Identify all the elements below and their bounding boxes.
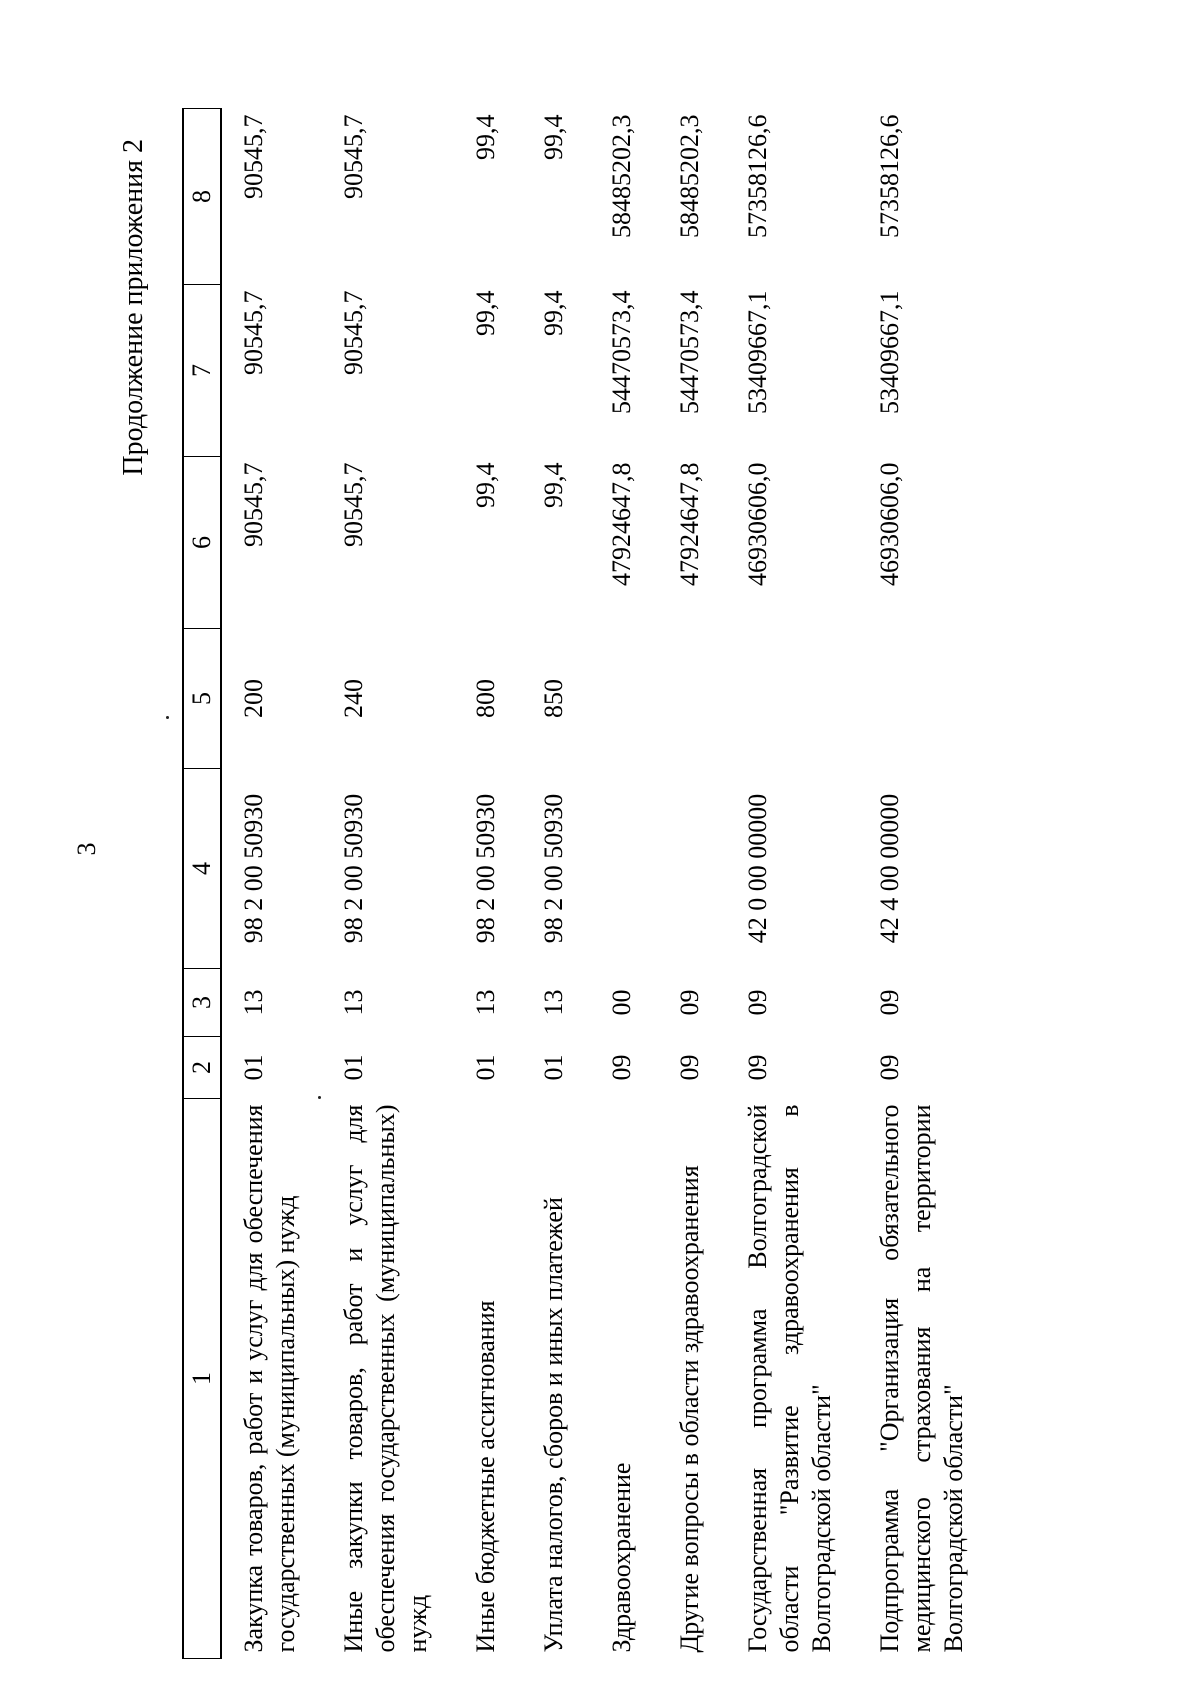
cell-section: 01: [539, 1054, 568, 1081]
cell-target-article: 98 2 00 50930: [339, 793, 368, 944]
cell-value-7: 90545,7: [339, 290, 368, 375]
row-name: Здравоохранение: [607, 1462, 636, 1653]
cell-target-article: 98 2 00 50930: [471, 793, 500, 944]
page-number: 3: [72, 842, 101, 856]
cell-value-6: 90545,7: [339, 462, 368, 547]
cell-value-7: 53409667,1: [743, 290, 772, 414]
cell-subsection: 09: [875, 989, 904, 1016]
cell-section: 01: [239, 1054, 268, 1081]
table-row: [658, 109, 726, 1659]
cell-section: 09: [875, 1054, 904, 1081]
row-name: Государственная программа Волгоградской области "Развитие здравоохранения в Волгоградской области": [743, 1104, 836, 1653]
cell-section: 09: [607, 1054, 636, 1081]
cell-value-8: 58485202,3: [675, 114, 704, 238]
cell-value-8: 57358126,6: [875, 114, 904, 238]
cell-target-article: 42 4 00 00000: [875, 793, 904, 944]
column-header: 6: [183, 457, 221, 629]
cell-value-6: 90545,7: [239, 462, 268, 547]
cell-expense-type: [590, 629, 658, 769]
cell-target-article: 98 2 00 50930: [539, 793, 568, 944]
cell-value-7: 99,4: [471, 290, 500, 336]
cell-value-7: 90545,7: [239, 290, 268, 375]
row-name: Подпрограмма "Организация обязательного медицинского страхования на территории Волгоградской области": [875, 1104, 968, 1653]
cell-value-7: 53409667,1: [875, 290, 904, 414]
column-header: 1: [183, 1099, 221, 1659]
cell-value-8: 99,4: [471, 114, 500, 160]
cell-value-6: 47924647,8: [607, 462, 636, 586]
cell-subsection: 13: [539, 989, 568, 1016]
cell-expense-type: [658, 629, 726, 769]
row-name: Другие вопросы в области здравоохранения: [675, 1165, 704, 1653]
cell-subsection: 13: [471, 989, 500, 1016]
cell-value-6: 99,4: [471, 462, 500, 508]
cell-expense-type: 850: [539, 679, 568, 718]
table-row: [221, 109, 322, 1659]
column-header: 2: [183, 1037, 221, 1099]
cell-value-8: 90545,7: [339, 114, 368, 199]
table-row: [322, 109, 454, 1659]
cell-expense-type: 800: [471, 679, 500, 718]
column-header: 4: [183, 769, 221, 969]
cell-value-7: 54470573,4: [675, 290, 704, 414]
cell-value-8: 57358126,6: [743, 114, 772, 238]
cell-subsection: 13: [239, 989, 268, 1016]
table-row: [858, 109, 990, 1659]
cell-value-6: 46930606,0: [875, 462, 904, 586]
cell-value-7: 99,4: [539, 290, 568, 336]
cell-value-6: 46930606,0: [743, 462, 772, 586]
table-row: [726, 109, 858, 1659]
row-name: Закупка товаров, работ и услуг для обеспечения государственных (муниципальных) нужд: [239, 1104, 300, 1653]
table-header-row: [183, 109, 221, 1659]
table-row: [522, 109, 590, 1659]
cell-value-8: 99,4: [539, 114, 568, 160]
cell-value-6: 47924647,8: [675, 462, 704, 586]
row-name: Уплата налогов, сборов и иных платежей: [539, 1197, 568, 1653]
cell-subsection: 00: [607, 989, 636, 1016]
cell-section: 09: [675, 1054, 704, 1081]
cell-section: 01: [471, 1054, 500, 1081]
cell-value-6: 99,4: [539, 462, 568, 508]
cell-target-article: [590, 769, 658, 969]
cell-subsection: 13: [339, 989, 368, 1016]
cell-target-article: 98 2 00 50930: [239, 793, 268, 944]
cell-subsection: 09: [743, 989, 772, 1016]
cell-section: 09: [743, 1054, 772, 1081]
column-header: 8: [183, 109, 221, 285]
cell-expense-type: [726, 629, 858, 769]
row-name: Иные закупки товаров, работ и услуг для обеспечения государственных (муниципальных) нужд: [339, 1104, 432, 1653]
cell-expense-type: 240: [339, 679, 368, 718]
cell-value-8: 90545,7: [239, 114, 268, 199]
cell-subsection: 09: [675, 989, 704, 1016]
column-header: 5: [183, 629, 221, 769]
table-row: [454, 109, 522, 1659]
appendix-table: [182, 108, 990, 1659]
cell-section: 01: [339, 1054, 368, 1081]
cell-value-8: 58485202,3: [607, 114, 636, 238]
column-header: 3: [183, 969, 221, 1037]
scan-speck: [166, 716, 169, 719]
column-header: 7: [183, 285, 221, 457]
cell-value-7: 54470573,4: [607, 290, 636, 414]
scan-speck: [318, 1096, 321, 1099]
cell-expense-type: 200: [239, 679, 268, 718]
row-name: Иные бюджетные ассигнования: [471, 1300, 500, 1653]
cell-expense-type: [858, 629, 990, 769]
cell-target-article: 42 0 00 00000: [743, 793, 772, 944]
cell-target-article: [658, 769, 726, 969]
table-row: [590, 109, 658, 1659]
continuation-label: Продолжение приложения 2: [118, 139, 149, 476]
